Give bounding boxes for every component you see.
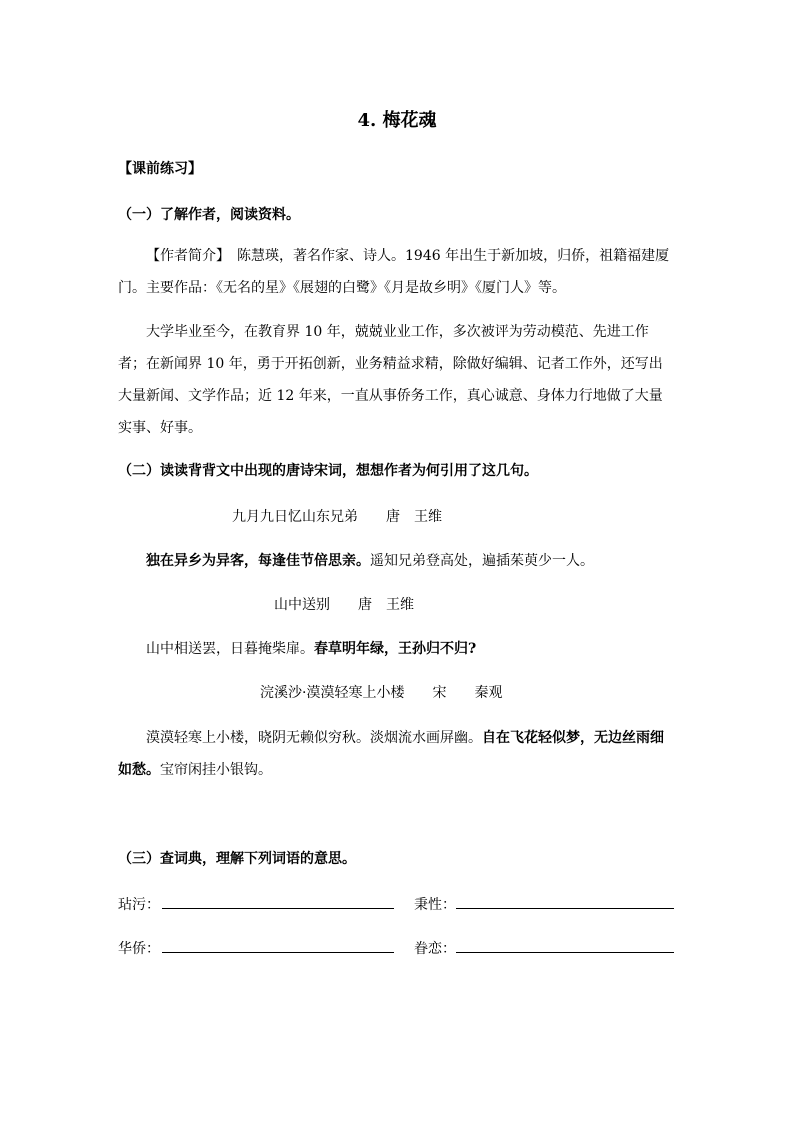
term-label: 眷恋： [414, 941, 456, 957]
section-heading: 【课前练习】 [118, 161, 202, 177]
poem1-text [146, 550, 594, 570]
poem3-text [118, 722, 676, 786]
poem2-bold-line: 春草明年绿，王孙归不归? [314, 641, 477, 657]
poem2-text [146, 638, 476, 658]
author-bio: 大学毕业至今，在教育界 10 年，兢兢业业工作，多次被评为劳动模范、先进工作者；在新闻界 10 年，勇于开拓创新，业务精益求精，除做好编辑、记者工作外，还写出大量新闻、文学作品；近 12 年来，一直从事侨务工作，真心诚意、身体力行地做了大量实事、好事。 [118, 324, 663, 436]
author-intro-text: 陈慧瑛，著名作家、诗人。1946 年出生于新加坡，归侨，祖籍福建厦门。主要作品：《无名的星》《展翅的白鹭》《月是故乡明》《厦门人》等。 [118, 248, 670, 296]
answer-line[interactable] [456, 952, 674, 953]
answer-line[interactable] [162, 952, 394, 953]
poem3-plain-line: 漠漠轻寒上小楼，晓阴无赖似穷秋。淡烟流水画屏幽。 [146, 730, 482, 746]
author-intro [118, 240, 676, 304]
poem3-title: 浣溪沙·漠漠轻寒上小楼 宋 秦观 [260, 685, 503, 701]
page-title: 4. 梅花魂 [357, 110, 437, 131]
term-label: 秉性： [414, 897, 456, 913]
poem3-bold-line: 自在飞花轻似梦，无边丝雨细如愁。 [118, 730, 664, 778]
poem1-title: 九月九日忆山东兄弟 唐 王维 [232, 509, 442, 525]
answer-line[interactable] [456, 908, 674, 909]
poem2-plain-line: 山中相送罢，日暮掩柴扉。 [146, 641, 314, 657]
answer-line[interactable] [162, 908, 394, 909]
term-label: 玷污： [118, 897, 160, 913]
part2-heading: （二）读读背背文中出现的唐诗宋词，想想作者为何引用了这几句。 [118, 463, 538, 479]
poem1-bold-line: 独在异乡为异客，每逢佳节倍思亲。 [146, 553, 370, 569]
part1-heading: （一）了解作者，阅读资料。 [118, 207, 300, 223]
term-label: 华侨： [118, 941, 160, 957]
part3-heading: （三）查词典，理解下列词语的意思。 [118, 851, 356, 867]
poem3-tail-line: 宝帘闲挂小银钩。 [160, 762, 272, 778]
author-intro-label: 【作者简介】 [146, 248, 223, 264]
poem1-plain-line: 遥知兄弟登高处，遍插茱萸少一人。 [370, 553, 594, 569]
poem2-title: 山中送别 唐 王维 [274, 597, 414, 613]
